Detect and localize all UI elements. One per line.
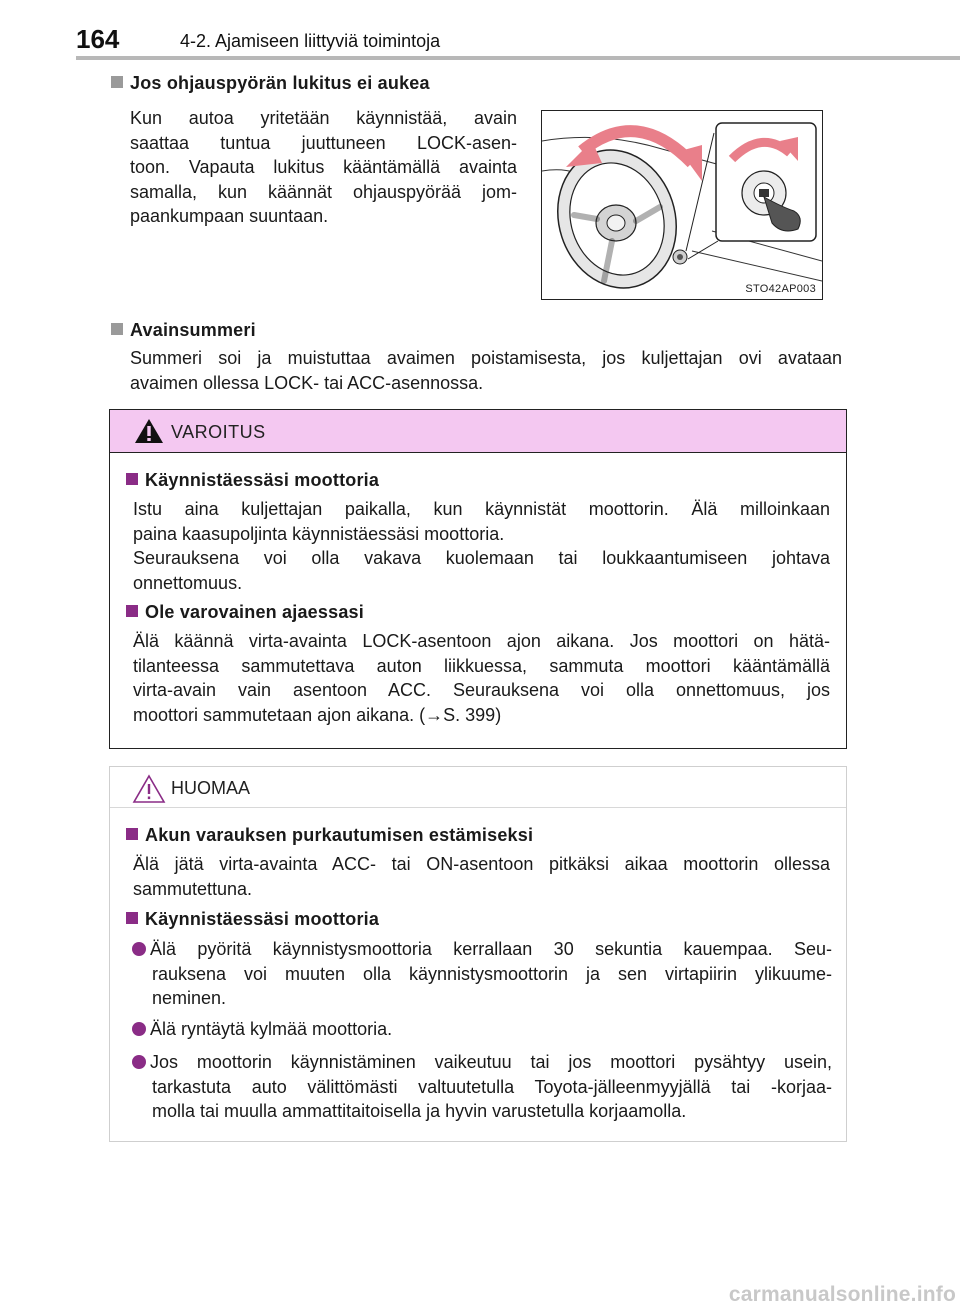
text-line: avaimen ollessa LOCK- tai ACC-asennossa. (130, 372, 484, 393)
bullet-dot-icon (132, 1055, 146, 1069)
text-line: saattaa tuntua juuttuneen LOCK-asen- (130, 132, 517, 153)
text-line: Älä käännä virta-avainta LOCK-asentoon ajon aikana. Jos moottori on hätä- (133, 631, 830, 651)
text-line: sammutettuna. (133, 878, 253, 899)
bullet-dot-icon (132, 1022, 146, 1036)
page-header (76, 22, 960, 58)
watermark: carmanualsonline.info (728, 1283, 956, 1306)
warning-triangle-icon (134, 418, 164, 444)
notice-bullet-item (132, 1050, 832, 1124)
text-line (132, 937, 832, 962)
text-line: samalla, kun käännät ohjauspyörää jom- (130, 181, 517, 202)
text-line: neminen. (152, 988, 227, 1008)
text-line: tarkastuta auto välittömästi valtuutetulla Toyota-jälleenmyyjällä tai -korjaa- (152, 1076, 832, 1097)
heading-text: Käynnistäessäsi moottoria (145, 470, 380, 490)
text-line: molla tai muulla ammattitaitoisella ja hyvin varustetulla korjaamolla. (152, 1101, 687, 1121)
heading-text: Jos ohjauspyörän lukitus ei aukea (130, 73, 430, 93)
warning-box (109, 409, 847, 749)
steering-wheel-drawing (542, 111, 822, 299)
text-line: paankumpaan suuntaan. (130, 206, 329, 226)
notice-bullet-item (132, 1017, 832, 1042)
text-line: Istu aina kuljettajan paikalla, kun käynnistät moottorin. Älä milloinkaan (133, 499, 830, 519)
section-heading-steering-lock (111, 73, 430, 94)
bullet-text: Älä pyöritä käynnistysmoottoria kerrallaan 30 sekuntia kauempaa. Seu- (150, 939, 832, 959)
page-number: 164 (76, 24, 120, 54)
notice-triangle-icon (132, 774, 166, 804)
text-line: Älä jätä virta-avainta ACC- tai ON-asentoon pitkäksi aikaa moottorin ollessa (133, 854, 830, 874)
heading-text: Ole varovainen ajaessasi (145, 602, 364, 622)
square-bullet-icon (126, 912, 138, 924)
text-line (132, 1050, 832, 1075)
text-line: moottori sammutetaan ajon aikana. (→S. 399) (133, 704, 502, 725)
buzzer-paragraph (130, 346, 842, 395)
text-line: Seurauksena voi olla vakava kuolemaan tai loukkaantumiseen johtava (133, 548, 830, 568)
warning-item-heading (126, 602, 364, 623)
square-bullet-icon (126, 605, 138, 617)
square-bullet-icon (111, 76, 123, 88)
text-line: Kun autoa yritetään käynnistää, avain (130, 108, 517, 128)
text-line: Summeri soi ja muistuttaa avaimen poistamisesta, jos kuljettajan ovi avataan (130, 348, 842, 368)
notice-title: HUOMAA (171, 778, 251, 798)
text-line: onnettomuus. (133, 572, 243, 593)
chapter-title: 4-2. Ajamiseen liittyviä toimintoja (180, 31, 441, 51)
heading-text: Avainsummeri (130, 320, 256, 340)
square-bullet-icon (126, 473, 138, 485)
bullet-text: Älä ryntäytä kylmää moottoria. (150, 1019, 393, 1039)
text-line: virta-avain vain asentoon ACC. Seurauksena voi olla onnettomuus, jos (133, 680, 830, 700)
notice-header (110, 767, 846, 808)
bullet-dot-icon (132, 942, 146, 956)
warning-item-paragraph (133, 629, 830, 727)
header-rule (76, 56, 960, 60)
warning-item-heading (126, 470, 379, 491)
text-line: rauksena voi muuten olla käynnistysmoottorin ja sen virtapiirin ylikuume- (152, 963, 832, 984)
notice-item-paragraph (133, 852, 830, 901)
notice-item-heading (126, 825, 533, 846)
notice-bullet-item (132, 937, 832, 1011)
warning-header (110, 410, 846, 453)
heading-text: Käynnistäessäsi moottoria (145, 909, 380, 929)
square-bullet-icon (126, 828, 138, 840)
warning-title: VAROITUS (171, 422, 266, 442)
notice-box (109, 766, 847, 1142)
square-bullet-icon (111, 323, 123, 335)
heading-text: Akun varauksen purkautumisen estämiseksi (145, 825, 534, 845)
steering-lock-paragraph (130, 106, 517, 229)
text-line: tilanteessa sammutettava auton liikkuessa, sammuta moottori kääntämällä (133, 655, 830, 676)
steering-wheel-illustration (541, 110, 823, 300)
text-line: paina kaasupoljinta käynnistäessäsi moottoria. (133, 523, 505, 544)
notice-item-heading (126, 909, 379, 930)
bullet-text: Jos moottorin käynnistäminen vaikeutuu tai jos moottori pysähtyy usein, (150, 1052, 832, 1072)
text-line: toon. Vapauta lukitus kääntämällä avainta (130, 157, 517, 177)
warning-item-paragraph (133, 497, 830, 595)
figure-code: STO42AP003 (745, 283, 816, 295)
section-heading-buzzer (111, 320, 256, 341)
